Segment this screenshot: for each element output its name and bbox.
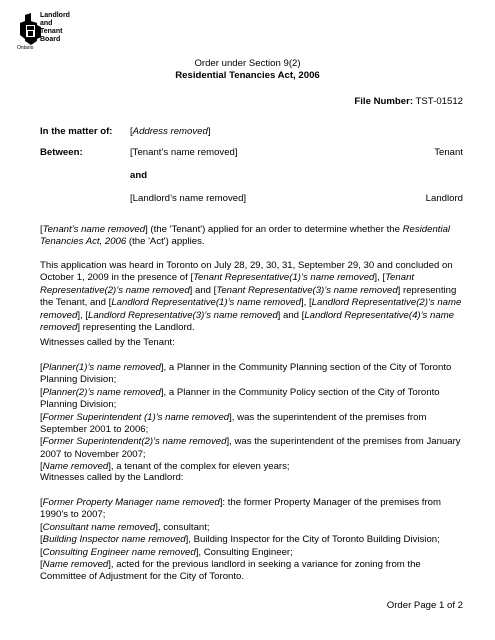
board-name-line: and [40, 20, 53, 27]
hearing-paragraph: This application was heard in Toronto on July 28, 29, 30, 31, September 29, 30 and concluded on October 1, 2009 in the presence of [Tenant Representative(1)’s name removed], [Tenant Representative(2)’s name removed] and [Tenant Representative(3)’s name removed] representing the Tenant, and [Landlord Representative(1)’s name removed], [Landlord Representative(2)’s name removed], [Landlord Representative(3)’s name removed] and [Landlord Representative(4)’s name removed] representing the Landlord. [40, 260, 462, 334]
party2-role: Landlord [425, 193, 463, 204]
tenant-name-removed: Tenant’s name removed [42, 224, 146, 235]
province-label: Ontario [17, 45, 34, 51]
party1-role: Tenant [434, 147, 463, 158]
list-item: [Former Superintendent(2)’s name removed], was the superintendent of the premises from January 2007 to November 2007; [40, 436, 461, 460]
list-item: [Name removed], acted for the previous landlord in seeking a variance for zoning from the Committee of Adjustment for the City of Toronto. [40, 559, 421, 583]
tenant-witnesses-heading: Witnesses called by the Tenant: [40, 337, 175, 348]
list-item: [Former Superintendent (1)’s name removed], was the superintendent of the premises from September 2001 to 2006; [40, 411, 427, 436]
order-title-line2: Residential Tenancies Act, 2006 [175, 70, 320, 81]
list-item: [Building Inspector name removed], Building Inspector for the City of Toronto Building Division; [40, 534, 440, 546]
file-number [354, 96, 463, 108]
board-name-line: Board [40, 36, 61, 43]
board-name-line: Landlord [40, 12, 70, 19]
list-item: [Former Property Manager name removed]: the former Property Manager of the premises from 1990’s to 2007; [40, 497, 441, 521]
board-name-line: Tenant [40, 28, 63, 35]
intro-paragraph: [Tenant’s name removed] (the 'Tenant') applied for an order to determine whether the Residential Tenancies Act, 2006 (the 'Act') applies. [40, 224, 451, 248]
party1-name: [Tenant’s name removed] [130, 147, 238, 158]
file-number-label: File Number: [354, 96, 414, 107]
tenant-witnesses-list [40, 362, 464, 474]
matter-value: [Address removed] [130, 126, 211, 137]
landlord-witnesses-list [40, 497, 464, 584]
intro-text: ] (the 'Tenant') applied for an order to determine whether the [145, 224, 403, 235]
list-item: [Name removed], a tenant of the complex for eleven years; [40, 461, 290, 473]
address-removed: Address removed [132, 126, 208, 137]
list-item: [Consultant name removed], consultant; [40, 521, 210, 533]
file-number-value: TST-01512 [415, 96, 463, 107]
page-number: Order Page 1 of 2 [386, 600, 463, 611]
act-name: Residential Tenancies Act, 2006 [40, 224, 451, 248]
list-item: [Planner(1)’s name removed], a Planner in the Community Planning section of the City of Toronto Planning Division; [40, 362, 452, 386]
list-item: [Consulting Engineer name removed], Consulting Engineer; [40, 546, 293, 558]
landlord-witnesses-heading: Witnesses called by the Landlord: [40, 472, 184, 483]
list-item: [Planner(2)’s name removed], a Planner in the Community Policy section of the City of Toronto Planning Division; [40, 386, 440, 411]
intro-text-end: (the 'Act') applies. [126, 236, 205, 248]
order-title-line1: Order under Section 9(2) [194, 58, 301, 69]
party2-name: [Landlord’s name removed] [130, 193, 247, 204]
board-name [40, 12, 70, 44]
matter-label: In the matter of: [40, 126, 113, 137]
between-label: Between: [40, 147, 83, 158]
between-and: and [130, 170, 148, 181]
